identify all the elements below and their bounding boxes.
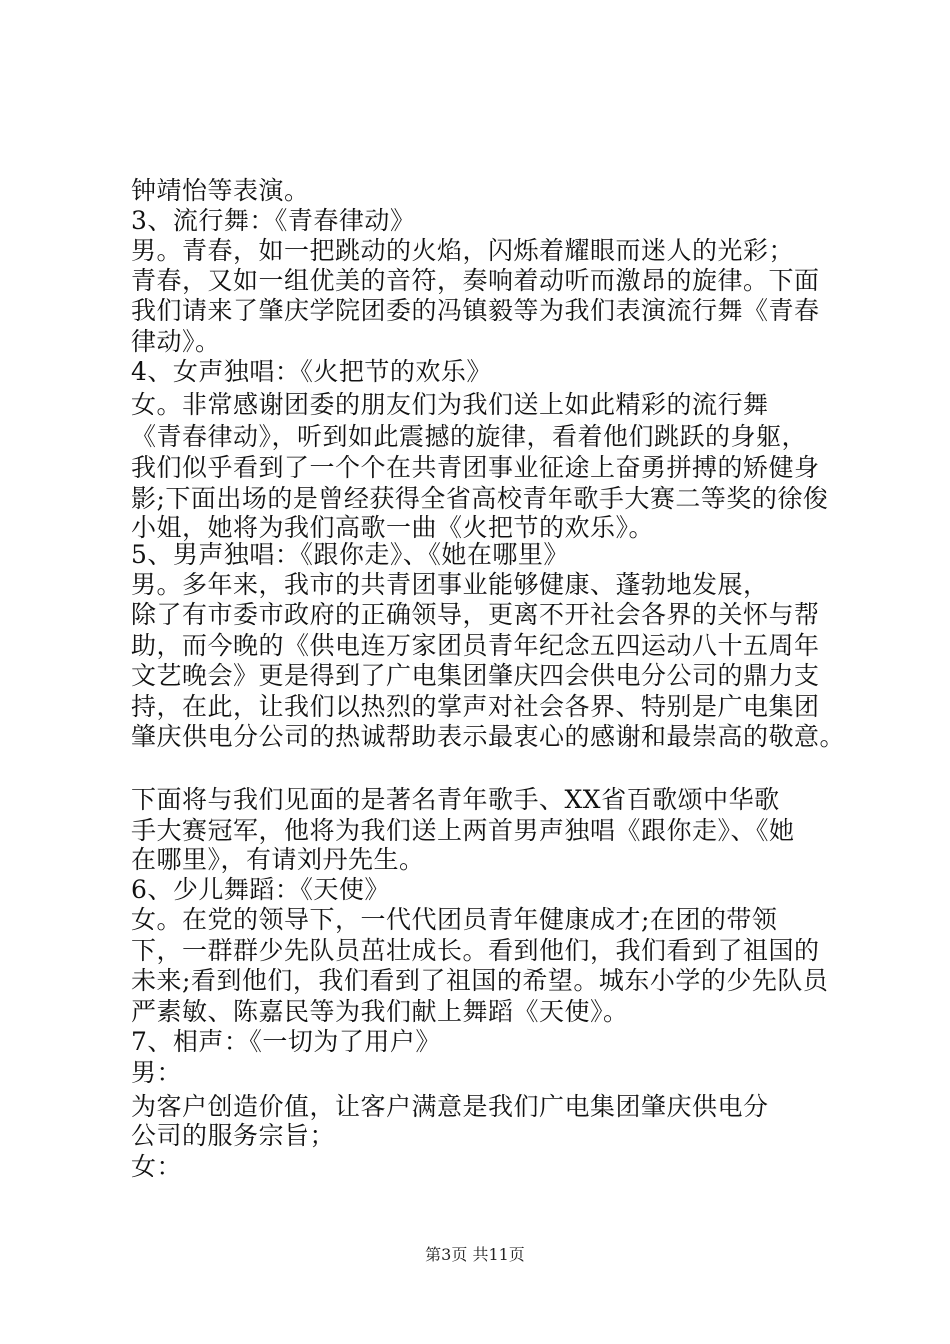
section-heading: 5、男声独唱：《跟你走》、《她在哪里》 [131, 540, 569, 569]
text-line: 助，而今晚的《供电连万家团员青年纪念五四运动八十五周年 [131, 631, 820, 660]
text-line: 未来;看到他们，我们看到了祖国的希望。城东小学的少先队员 [131, 966, 829, 995]
section-heading: 4、女声独唱：《火把节的欢乐》 [131, 357, 492, 386]
text-line: 在哪里》，有请刘丹先生。 [131, 845, 425, 874]
text-line: 下，一群群少先队员茁壮成长。看到他们，我们看到了祖国的 [131, 936, 820, 965]
text-line: 肇庆供电分公司的热诚帮助表示最衷心的感谢和最崇高的敬意。 [131, 722, 846, 751]
text-line: 公司的服务宗旨； [131, 1121, 336, 1150]
text-line: 我们似乎看到了一个个在共青团事业征途上奋勇拼搏的矫健身 [131, 453, 820, 482]
section-heading: 7、相声：《一切为了用户》 [131, 1027, 441, 1056]
section-heading: 6、少儿舞蹈：《天使》 [131, 875, 390, 904]
text-line: 我们请来了肇庆学院团委的冯镇毅等为我们表演流行舞《青春 [131, 296, 820, 325]
page-footer: 第3页 共11页 [425, 1245, 525, 1264]
text-line: 青春，又如一组优美的音符，奏响着动听而激昂的旋律。下面 [131, 266, 820, 295]
text-line: 手大赛冠军，他将为我们送上两首男声独唱《跟你走》、《她 [131, 816, 795, 845]
text-line: 持，在此，让我们以热烈的掌声对社会各界、特别是广电集团 [131, 692, 820, 721]
speaker-label: 男： [131, 1058, 183, 1087]
text-line: 小姐，她将为我们高歌一曲《火把节的欢乐》。 [131, 513, 655, 542]
text-line: 《青春律动》，听到如此震撼的旋律，看着他们跳跃的身躯， [131, 422, 808, 451]
text-line: 下面将与我们见面的是著名青年歌手、XX省百歌颂中华歌 [131, 785, 780, 814]
text-line: 钟靖怡等表演。 [131, 176, 310, 205]
speaker-label: 女： [131, 1152, 183, 1181]
text-line: 律动》。 [131, 327, 221, 356]
text-line: 文艺晚会》更是得到了广电集团肇庆四会供电分公司的鼎力支 [131, 661, 820, 690]
text-line: 为客户创造价值，让客户满意是我们广电集团肇庆供电分 [131, 1092, 769, 1121]
text-line: 男。青春，如一把跳动的火焰，闪烁着耀眼而迷人的光彩； [131, 236, 795, 265]
text-line: 女。非常感谢团委的朋友们为我们送上如此精彩的流行舞 [131, 390, 769, 419]
text-line: 影;下面出场的是曾经获得全省高校青年歌手大赛二等奖的徐俊 [131, 484, 829, 513]
text-line: 严素敏、陈嘉民等为我们献上舞蹈《天使》。 [131, 997, 629, 1026]
text-line: 除了有市委市政府的正确领导，更离不开社会各界的关怀与帮 [131, 600, 820, 629]
section-heading: 3、流行舞：《青春律动》 [131, 206, 416, 235]
text-line: 男。多年来，我市的共青团事业能够健康、蓬勃地发展， [131, 570, 769, 599]
text-line: 女。在党的领导下，一代代团员青年健康成才;在团的带领 [131, 905, 778, 934]
